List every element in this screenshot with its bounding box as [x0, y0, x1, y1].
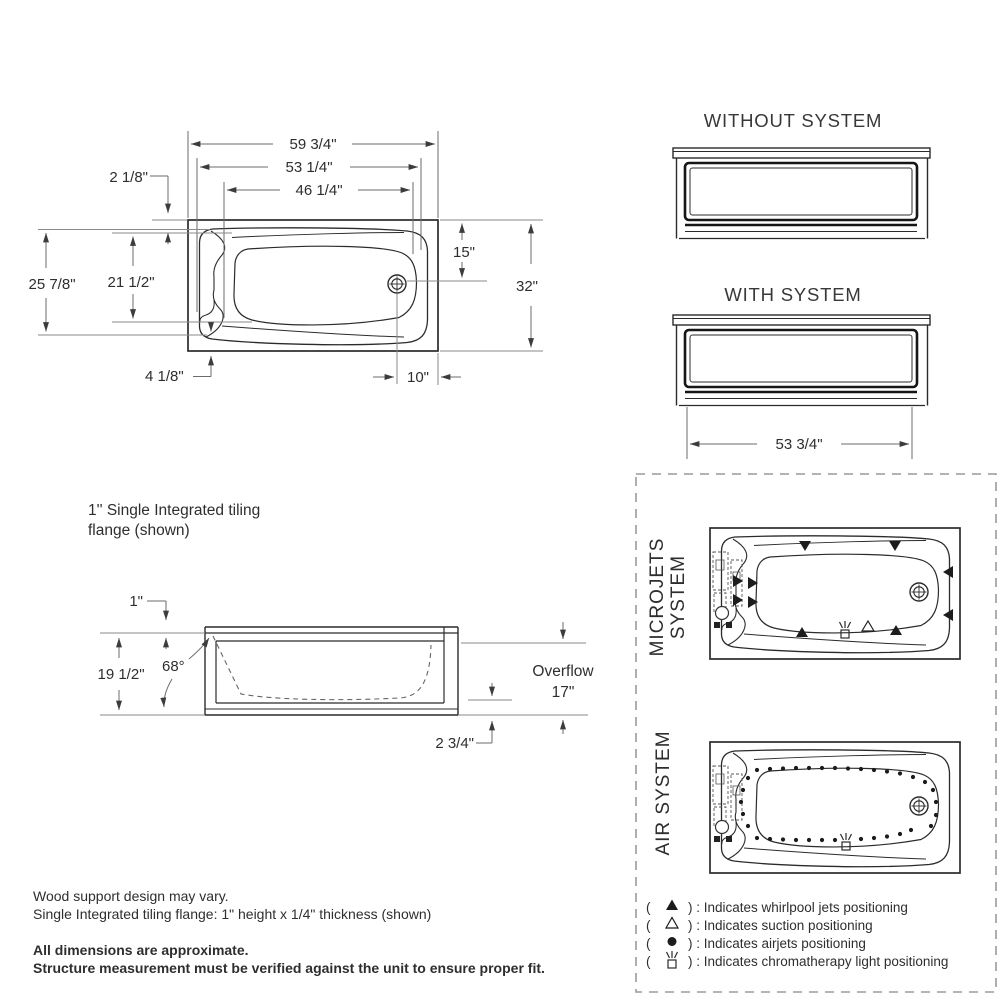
dim-label-59-3-4: 59 3/4" [289, 136, 337, 153]
airjet-icon [668, 937, 677, 946]
notes-block [33, 888, 545, 976]
microjets-label-line2: SYSTEM [668, 554, 689, 640]
dim-label-32: 32" [515, 278, 539, 295]
dim-skirt-width [687, 407, 912, 459]
basin-profile-dashed-line [213, 636, 431, 700]
whirlpool-jet-icon [666, 900, 678, 911]
legend-row-whirlpool [646, 900, 908, 916]
dim-basin-width [227, 182, 410, 199]
suction-icon [666, 918, 678, 929]
legend-open-paren: ( [646, 900, 651, 915]
overflow-label: Overflow [532, 663, 594, 680]
flange-note-line2: flange (shown) [88, 522, 190, 539]
side-views [673, 110, 930, 459]
legend-label: ) : Indicates whirlpool jets positioning [688, 900, 908, 915]
note-structure-measurement: Structure measurement must be verified against the unit to ensure proper fit. [33, 960, 545, 976]
dim-label-19-1-2: 19 1/2" [97, 666, 145, 683]
dim-rim-width [200, 159, 418, 176]
legend [646, 900, 948, 970]
legend-open-paren: ( [646, 954, 651, 969]
dim-label-53-3-4: 53 3/4" [775, 436, 823, 453]
legend-label: ) : Indicates suction positioning [688, 918, 873, 933]
dim-label-21-1-2: 21 1/2" [107, 274, 155, 291]
dim-label-46-1-4: 46 1/4" [295, 182, 343, 199]
dim-label-1: 1" [129, 593, 143, 610]
dim-section-height [97, 638, 144, 710]
air-system-label: AIR SYSTEM [653, 730, 674, 856]
dim-label-68deg: 68° [162, 658, 185, 675]
dim-label-2-3-4: 2 3/4" [435, 735, 474, 752]
legend-row-airjets [646, 936, 866, 951]
dim-drain-from-top [453, 224, 475, 278]
dim-flange-height [129, 593, 166, 649]
with-system-drawing [673, 315, 930, 406]
plan-view [28, 131, 543, 386]
dim-outer-height [28, 233, 75, 332]
without-system-drawing [673, 148, 930, 239]
legend-open-paren: ( [646, 936, 651, 951]
without-system-title: WITHOUT SYSTEM [703, 110, 883, 131]
dim-overflow [532, 622, 594, 734]
dim-label-2-1-8: 2 1/8" [109, 169, 148, 186]
note-dimensions-approximate: All dimensions are approximate. [33, 942, 249, 958]
dim-wall-angle [162, 638, 209, 707]
note-flange-spec: Single Integrated tiling flange: 1" height x 1/4" thickness (shown) [33, 906, 432, 922]
dim-overall-width [191, 136, 435, 153]
legend-row-chromatherapy [646, 951, 948, 969]
legend-label: ) : Indicates airjets positioning [688, 936, 866, 951]
legend-label: ) : Indicates chromatherapy light positioning [688, 954, 949, 969]
flange-note-line1: 1'' Single Integrated tiling [88, 502, 261, 519]
systems-panel [636, 474, 996, 992]
dim-label-15: 15" [452, 244, 476, 261]
dim-label-10: 10" [406, 369, 430, 386]
legend-open-paren: ( [646, 918, 651, 933]
chromatherapy-light-icon [667, 951, 678, 968]
overflow-value: 17" [551, 684, 575, 701]
microjets-label-line1: MICROJETS [647, 537, 668, 657]
with-system-title: WITH SYSTEM [724, 284, 862, 305]
note-wood-support: Wood support design may vary. [33, 888, 229, 904]
section-view [88, 502, 594, 752]
legend-row-suction [646, 918, 873, 934]
dim-label-4-1-8: 4 1/8" [145, 368, 184, 385]
microjets-system-view [710, 528, 960, 659]
dim-drain-from-right [373, 369, 461, 386]
air-system-view [710, 742, 960, 873]
dim-inner-height [107, 237, 154, 319]
dim-label-53-1-4: 53 1/4" [285, 159, 333, 176]
dim-label-25-7-8: 25 7/8" [28, 276, 76, 293]
dim-overall-height [516, 224, 538, 348]
